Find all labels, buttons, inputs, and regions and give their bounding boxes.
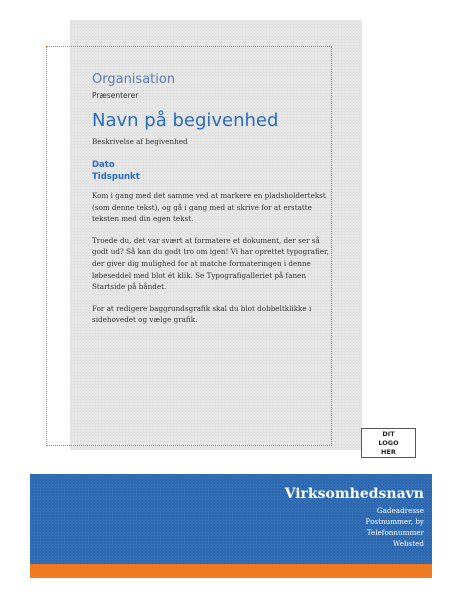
body-paragraph[interactable]: For at redigere baggrundsgrafik skal du blot dobbeltklikke i sidehovedet og vælge grafik. <box>92 303 312 325</box>
event-title[interactable]: Navn på begivenhed <box>92 110 279 131</box>
logo-placeholder[interactable] <box>361 428 416 458</box>
body-paragraph[interactable]: Troede du, det var svært at formatere et dokument, der ser så godt ud? Så kan du godt tro om igen! Vi har oprettet typografier, der giver dig mulighed for at matche formateringen i denne løbeseddel med blot ét klik. Se Typografigalleriet på fanen Startside på båndet. <box>92 235 329 292</box>
company-info <box>285 486 424 548</box>
company-name[interactable]: Virksomhedsnavn <box>284 486 424 502</box>
company-address[interactable]: Gadeadresse <box>376 506 424 515</box>
event-date[interactable]: Dato <box>92 160 115 170</box>
footer-accent-stripe <box>30 564 432 578</box>
logo-placeholder-text: DIT LOGO HER <box>378 429 399 456</box>
event-time[interactable]: Tidspunkt <box>92 172 140 182</box>
company-phone[interactable]: Telefonnummer <box>366 528 424 537</box>
body-paragraph[interactable]: Kom i gang med det samme ved at markere en pladsholdertekst (som denne tekst), og gå i gang med at skrive for at erstatte teksten med din egen tekst. <box>92 191 326 224</box>
event-description[interactable]: Beskrivelse af begivenhed <box>92 137 188 146</box>
company-postal[interactable]: Postnummer, by <box>365 517 424 526</box>
flyer-content <box>92 72 332 326</box>
presents-text[interactable]: Præsenterer <box>92 91 139 100</box>
company-website[interactable]: Websted <box>392 539 424 548</box>
organization-name[interactable]: Organisation <box>92 72 176 87</box>
